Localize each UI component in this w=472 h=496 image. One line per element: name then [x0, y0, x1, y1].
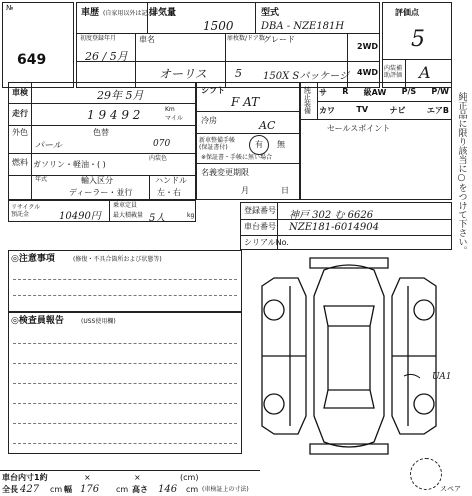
recycle-label: リサイクル預託金 — [11, 204, 41, 218]
spare-tire-icon — [410, 458, 442, 490]
km-label: Km — [165, 106, 175, 113]
equipment-item-row2-2: ナビ — [389, 106, 406, 115]
name-change-label: 名義変更期限 — [201, 168, 249, 177]
equipment-label: 純正装備 — [304, 86, 311, 115]
score-interior-label: 内装補助評価 — [384, 65, 403, 80]
grade-value: 150X Sパッケージ — [263, 71, 350, 82]
score-box — [382, 2, 452, 88]
import-label: 輸入区分 — [81, 176, 113, 185]
displacement-label: 排気量 — [149, 8, 177, 18]
mile-label: マイル — [165, 115, 183, 122]
plate-label: 登録番号 — [244, 206, 276, 215]
import-year-label: 年式 — [35, 176, 48, 183]
load-unit: kg — [187, 212, 195, 219]
displacement-value: 1500 — [203, 19, 234, 33]
recycle-value: 10490円 — [59, 211, 101, 222]
height-label: 高さ — [132, 485, 148, 494]
drive-2wd: 2WD — [357, 42, 379, 51]
bottom-row-1 — [0, 470, 260, 483]
height-unit: cm — [186, 485, 199, 494]
equipment-item-row2-0: カワ — [319, 106, 335, 115]
notes-title: ◎注意事項 — [11, 254, 55, 264]
width-value: 176 — [80, 484, 100, 495]
equipment-item-row1-0: サ — [319, 88, 327, 97]
notes-section — [8, 250, 242, 312]
registration-block — [240, 202, 452, 250]
name-label: 車名 — [139, 35, 155, 44]
vehicle-block — [76, 2, 380, 88]
lot-box — [2, 2, 74, 88]
plate-value: 神戸 302 む 6626 — [289, 210, 374, 221]
equipment-item-row2-3: エアB — [426, 106, 449, 115]
doors-value: 5 — [235, 67, 242, 80]
load-label: 最大積載量 — [113, 212, 144, 219]
grade-label: グレード — [263, 35, 295, 44]
color-code: 070 — [153, 139, 171, 149]
score-value: 5 — [411, 27, 425, 52]
color-label: 外色 — [12, 128, 28, 137]
inner-dim-x2: × — [134, 473, 141, 482]
width-unit: cm — [116, 485, 129, 494]
equipment-item-row1-4: P/W — [431, 87, 449, 96]
shift-label: シフト — [201, 86, 225, 95]
equipment-item-row1-2: 級AW — [363, 88, 387, 97]
recycle-row — [8, 200, 196, 222]
inspector-section — [8, 312, 242, 454]
fuel-label: 燃料 — [12, 158, 28, 167]
car-diagram — [254, 256, 444, 456]
equipment-item-row1-1: R — [342, 87, 349, 96]
name-change-day: 日 — [281, 186, 289, 195]
inner-dim-x1: × — [84, 473, 91, 482]
dealer-value: ディーラー・並行 — [69, 188, 133, 197]
spare-label: スペア — [440, 485, 461, 493]
ac-value: AC — [259, 119, 276, 132]
manual-note: ※保証書・手帳に無い場合 — [201, 154, 273, 161]
reg-label: 車歴 — [81, 8, 100, 18]
length-unit: cm — [50, 485, 63, 494]
length-label: 全長 — [2, 485, 18, 494]
first-reg-label: 初度登録年月 — [80, 35, 117, 42]
bottom-row-2 — [0, 484, 300, 496]
length-value: 427 — [20, 484, 40, 495]
manual-no: 無 — [277, 140, 285, 149]
score-interior-value: A — [419, 63, 431, 82]
mileage-value: 1 9 4 9 2 — [87, 108, 141, 122]
ac-label: 冷房 — [201, 116, 217, 125]
serial-label: シリアルNo. — [244, 238, 289, 247]
doors-label: 扉枚数/ドア数 — [227, 35, 265, 42]
name-value: オーリス — [159, 67, 207, 81]
handle-value: 左・右 — [157, 188, 181, 197]
color-value: パール — [35, 141, 62, 151]
shaken-label: 車検 — [12, 88, 28, 97]
inner-dim-label: 車台内寸1約 — [2, 473, 48, 482]
equipment-item-row2-1: TV — [356, 105, 369, 114]
inspection-block — [8, 82, 196, 200]
capacity-value: 5人 — [149, 213, 166, 224]
manual-yes: 有 — [255, 140, 263, 149]
equipment-block — [300, 82, 452, 200]
capacity-label: 乗車定員 — [113, 202, 138, 209]
equipment-item-row1-3: P/S — [401, 87, 417, 96]
handle-label: ハンドル — [155, 176, 187, 185]
name-change-month: 月 — [241, 186, 249, 195]
drive-4wd: 4WD — [357, 68, 379, 77]
first-reg-value: 26 / 5月 — [85, 50, 128, 63]
width-label: 幅 — [64, 485, 72, 494]
inspector-title-note: (USS使用欄) — [81, 318, 116, 325]
shift-block — [196, 82, 300, 200]
lot-no-label: № — [6, 4, 14, 12]
mileage-label: 走行 — [12, 109, 28, 118]
shaken-value: 29年 5月 — [97, 89, 144, 102]
color-code-label: 色替 — [93, 128, 109, 137]
type-value: DBA - NZE181H — [261, 21, 345, 32]
manual-yes-circle-icon — [249, 135, 269, 155]
score-label: 評価点 — [395, 8, 419, 17]
inner-dim-unit: (cm) — [180, 473, 199, 482]
side-note: 純正品に限り該当に○をつけて下さい。 — [456, 92, 467, 255]
shift-value: F AT — [231, 95, 260, 109]
ua1-mark: UA1 — [432, 372, 452, 382]
lot-number: 649 — [17, 52, 47, 68]
interior-color-label: 内装色 — [149, 155, 168, 162]
type-label: 型式 — [261, 8, 280, 18]
height-value: 146 — [158, 484, 178, 495]
chassis-value: NZE181-6014904 — [289, 222, 379, 233]
fuel-value: ガソリン・軽油・( ) — [33, 160, 106, 169]
inspector-title: ◎検査員報告 — [11, 316, 64, 326]
sales-point-label: セールスポイント — [327, 124, 391, 133]
dimension-note: (車検証上の寸法) — [202, 486, 249, 493]
chassis-label: 車台番号 — [244, 222, 276, 231]
reg-note: (自家用以外は記入) — [103, 10, 156, 17]
manual-label: 新車整備手帳(保証書付) — [199, 137, 236, 152]
notes-title-note: (修復・不具合箇所および状態等) — [73, 256, 162, 263]
